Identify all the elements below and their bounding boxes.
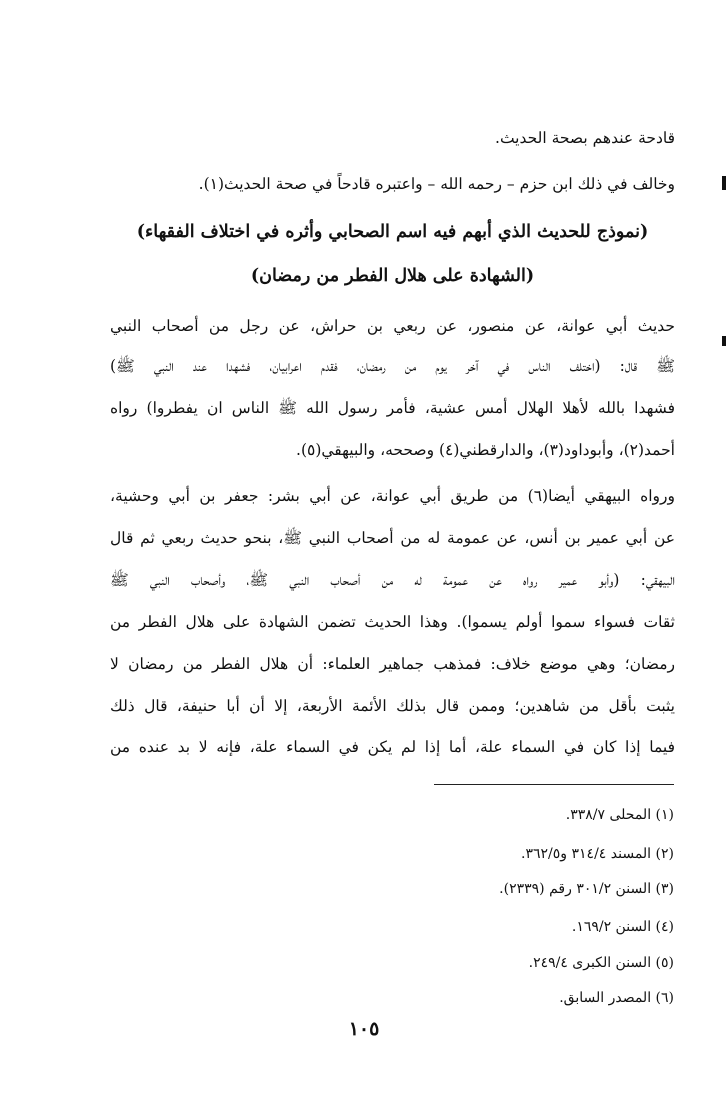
body-line: ثقات فسواء سموا أولم يسموا). وهذا الحديث تضمن الشهادة على هلال الفطر من xyxy=(110,613,675,631)
margin-mark xyxy=(722,336,726,346)
body-line: يثبت بأقل من شاهدين؛ وممن قال بذلك الأئمة الأربعة، إلا أن أبا حنيفة، قال ذلك xyxy=(110,697,675,715)
footnote: (٢) المسند ٣١٤/٤ و٣٦٢/٥. xyxy=(521,846,674,862)
body-line: أحمد(٢)، وأبوداود(٣)، والدارقطني(٤) وصححه، والبيهقي(٥). xyxy=(296,441,675,459)
margin-mark xyxy=(722,176,726,190)
section-subheading: (الشهادة على هلال الفطر من رمضان) xyxy=(250,266,535,286)
section-heading: (نموذج للحديث الذي أبهم فيه اسم الصحابي وأثره في اختلاف الفقهاء) xyxy=(136,222,649,242)
footnote: (٦) المصدر السابق. xyxy=(559,990,674,1006)
body-line: وخالف في ذلك ابن حزم – رحمه الله – واعتبره قادحاً في صحة الحديث(١). xyxy=(198,175,675,193)
footnote: (١) المحلى ٣٣٨/٧. xyxy=(565,807,674,823)
body-line: قادحة عندهم بصحة الحديث. xyxy=(495,129,675,147)
body-line: عن أبي عمير بن أنس، عن عمومة له من أصحاب النبي ﷺ، بنحو حديث ربعي ثم قال xyxy=(110,529,675,547)
body-line: ورواه البيهقي أيضا(٦) من طريق أبي عوانة، عن أبي بشر: جعفر بن أبي وحشية، xyxy=(110,487,675,505)
body-line: رمضان؛ وهي موضع خلاف: فمذهب جماهير العلماء: أن هلال الفطر من رمضان لا xyxy=(110,655,675,673)
body-line: فيما إذا كان في السماء علة، أما إذا لم يكن في السماء علة، فإنه لا بد عنده من xyxy=(110,738,675,756)
footnote: (٣) السنن ٣٠١/٢ رقم (٢٣٣٩). xyxy=(499,881,674,897)
body-line: حديث أبي عوانة، عن منصور، عن ربعي بن حراش، عن رجل من أصحاب النبي xyxy=(110,317,675,335)
body-line: البيهقي: (وأبو عمير رواه عن عمومة له من أصحاب النبي ﷺ، وأصحاب النبي ﷺ xyxy=(110,571,675,589)
body-line: ﷺ قال: (اختلف الناس في آخر يوم من رمضان، فقدم اعرابيان، فشهدا عند النبي ﷺ) xyxy=(110,357,675,375)
body-line: فشهدا بالله لأهلا الهلال أمس عشية، فأمر رسول الله ﷺ الناس ان يفطروا) رواه xyxy=(110,399,675,417)
page-number: ١٠٥ xyxy=(348,1018,380,1040)
footnote: (٤) السنن ١٦٩/٢. xyxy=(571,919,674,935)
footnote: (٥) السنن الكبرى ٢٤٩/٤. xyxy=(528,955,674,971)
footnotes xyxy=(300,0,674,1010)
